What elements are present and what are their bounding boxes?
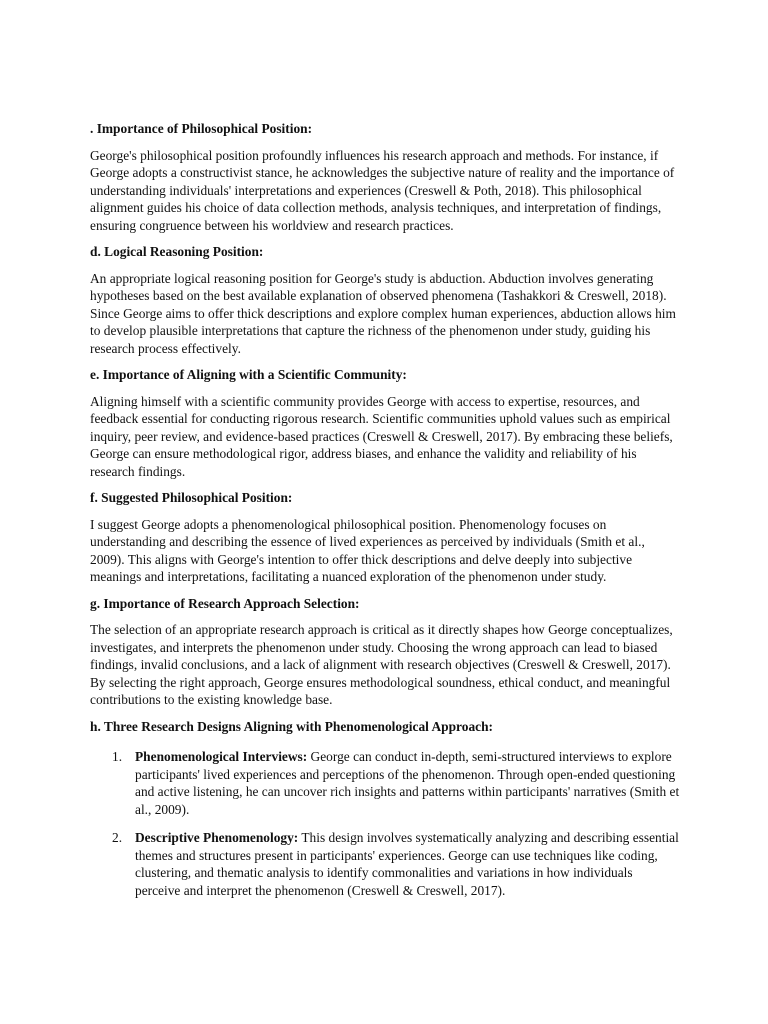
section-heading: h. Three Research Designs Aligning with Phenomenological Approach: — [90, 718, 493, 734]
list-item — [90, 748, 680, 818]
document-page — [90, 120, 680, 910]
list-number: 2. — [112, 830, 123, 845]
section-body: I suggest George adopts a phenomenological philosophical position. Phenomenology focuses on understanding and describing the essence of lived experiences as perceived by individuals (Smith et al., 2009). This aligns with George's intention to offer thick descriptions and delve deeply into subjective meanings and interpretations, facilitating a nuanced exploration of the phenomenon under study. — [90, 516, 645, 584]
list-item-text: George can conduct in-depth, semi-structured interviews to explore participants' lived experiences and perceptions of the phenomenon. Through open-ended questioning and active listening, he can uncover rich insights and patterns within participants' narratives (Smith et al., 2009). — [135, 749, 680, 817]
list-item — [90, 829, 680, 899]
section-logical-reasoning — [90, 243, 680, 357]
research-designs-list — [90, 748, 680, 899]
section-body: The selection of an appropriate research approach is critical as it directly shapes how George conceptualizes, investigates, and interprets the phenomenon under study. Choosing the wrong approach can lead to biased findings, invalid conclusions, and a lack of alignment with research objectives (Creswell & Creswell, 2017). By selecting the right approach, George ensures methodological soundness, ethical conduct, and meaningful contributions to the existing knowledge base. — [90, 622, 673, 707]
section-heading: g. Importance of Research Approach Selection: — [90, 595, 360, 611]
section-heading: . Importance of Philosophical Position: — [90, 121, 313, 136]
section-research-approach — [90, 595, 680, 709]
section-philosophical-importance — [90, 120, 680, 234]
section-research-designs — [90, 718, 680, 900]
section-suggested-position — [90, 489, 680, 586]
section-body: George's philosophical position profoundly influences his research approach and methods. For instance, if George adopts a constructivist stance, he acknowledges the subjective nature of reality and the importance of understanding individuals' interpretations and experiences (Creswell & Poth, 2018). This philosophical alignment guides his choice of data collection methods, analysis techniques, and interpretation of findings, ensuring congruence between his worldview and research practices. — [90, 147, 675, 233]
list-item-text: This design involves systematically analyzing and describing essential themes and structures present in participants' experiences. George can use techniques like coding, clustering, and thematic analysis to identify commonalities and variations in how individuals perceive and interpret the phenomenon (Creswell & Creswell, 2017). — [135, 830, 679, 898]
section-heading: d. Logical Reasoning Position: — [90, 244, 264, 259]
section-heading: f. Suggested Philosophical Position: — [90, 490, 293, 505]
list-item-title: Phenomenological Interviews: — [135, 749, 308, 764]
list-item-title: Descriptive Phenomenology: — [135, 830, 299, 845]
section-body: Aligning himself with a scientific community provides George with access to expertise, resources, and feedback essential for conducting rigorous research. Scientific communities uphold values such as empirical inquiry, peer review, and evidence-based practices (Creswell & Creswell, 2017). By embracing these beliefs, George can ensure methodological rigor, address biases, and enhance the validity and reliability of his research findings. — [90, 393, 673, 479]
list-number: 1. — [112, 749, 123, 764]
section-scientific-community — [90, 366, 680, 480]
section-body: An appropriate logical reasoning position for George's study is abduction. Abduction involves generating hypotheses based on the best available explanation of observed phenomena (Tashakkori & Creswell, 2018). Since George aims to offer thick descriptions and explore complex human experiences, abduction allows him to develop plausible interpretations that capture the richness of the phenomenon under study, guiding his research process effectively. — [90, 270, 676, 356]
section-heading: e. Importance of Aligning with a Scientific Community: — [90, 367, 407, 382]
